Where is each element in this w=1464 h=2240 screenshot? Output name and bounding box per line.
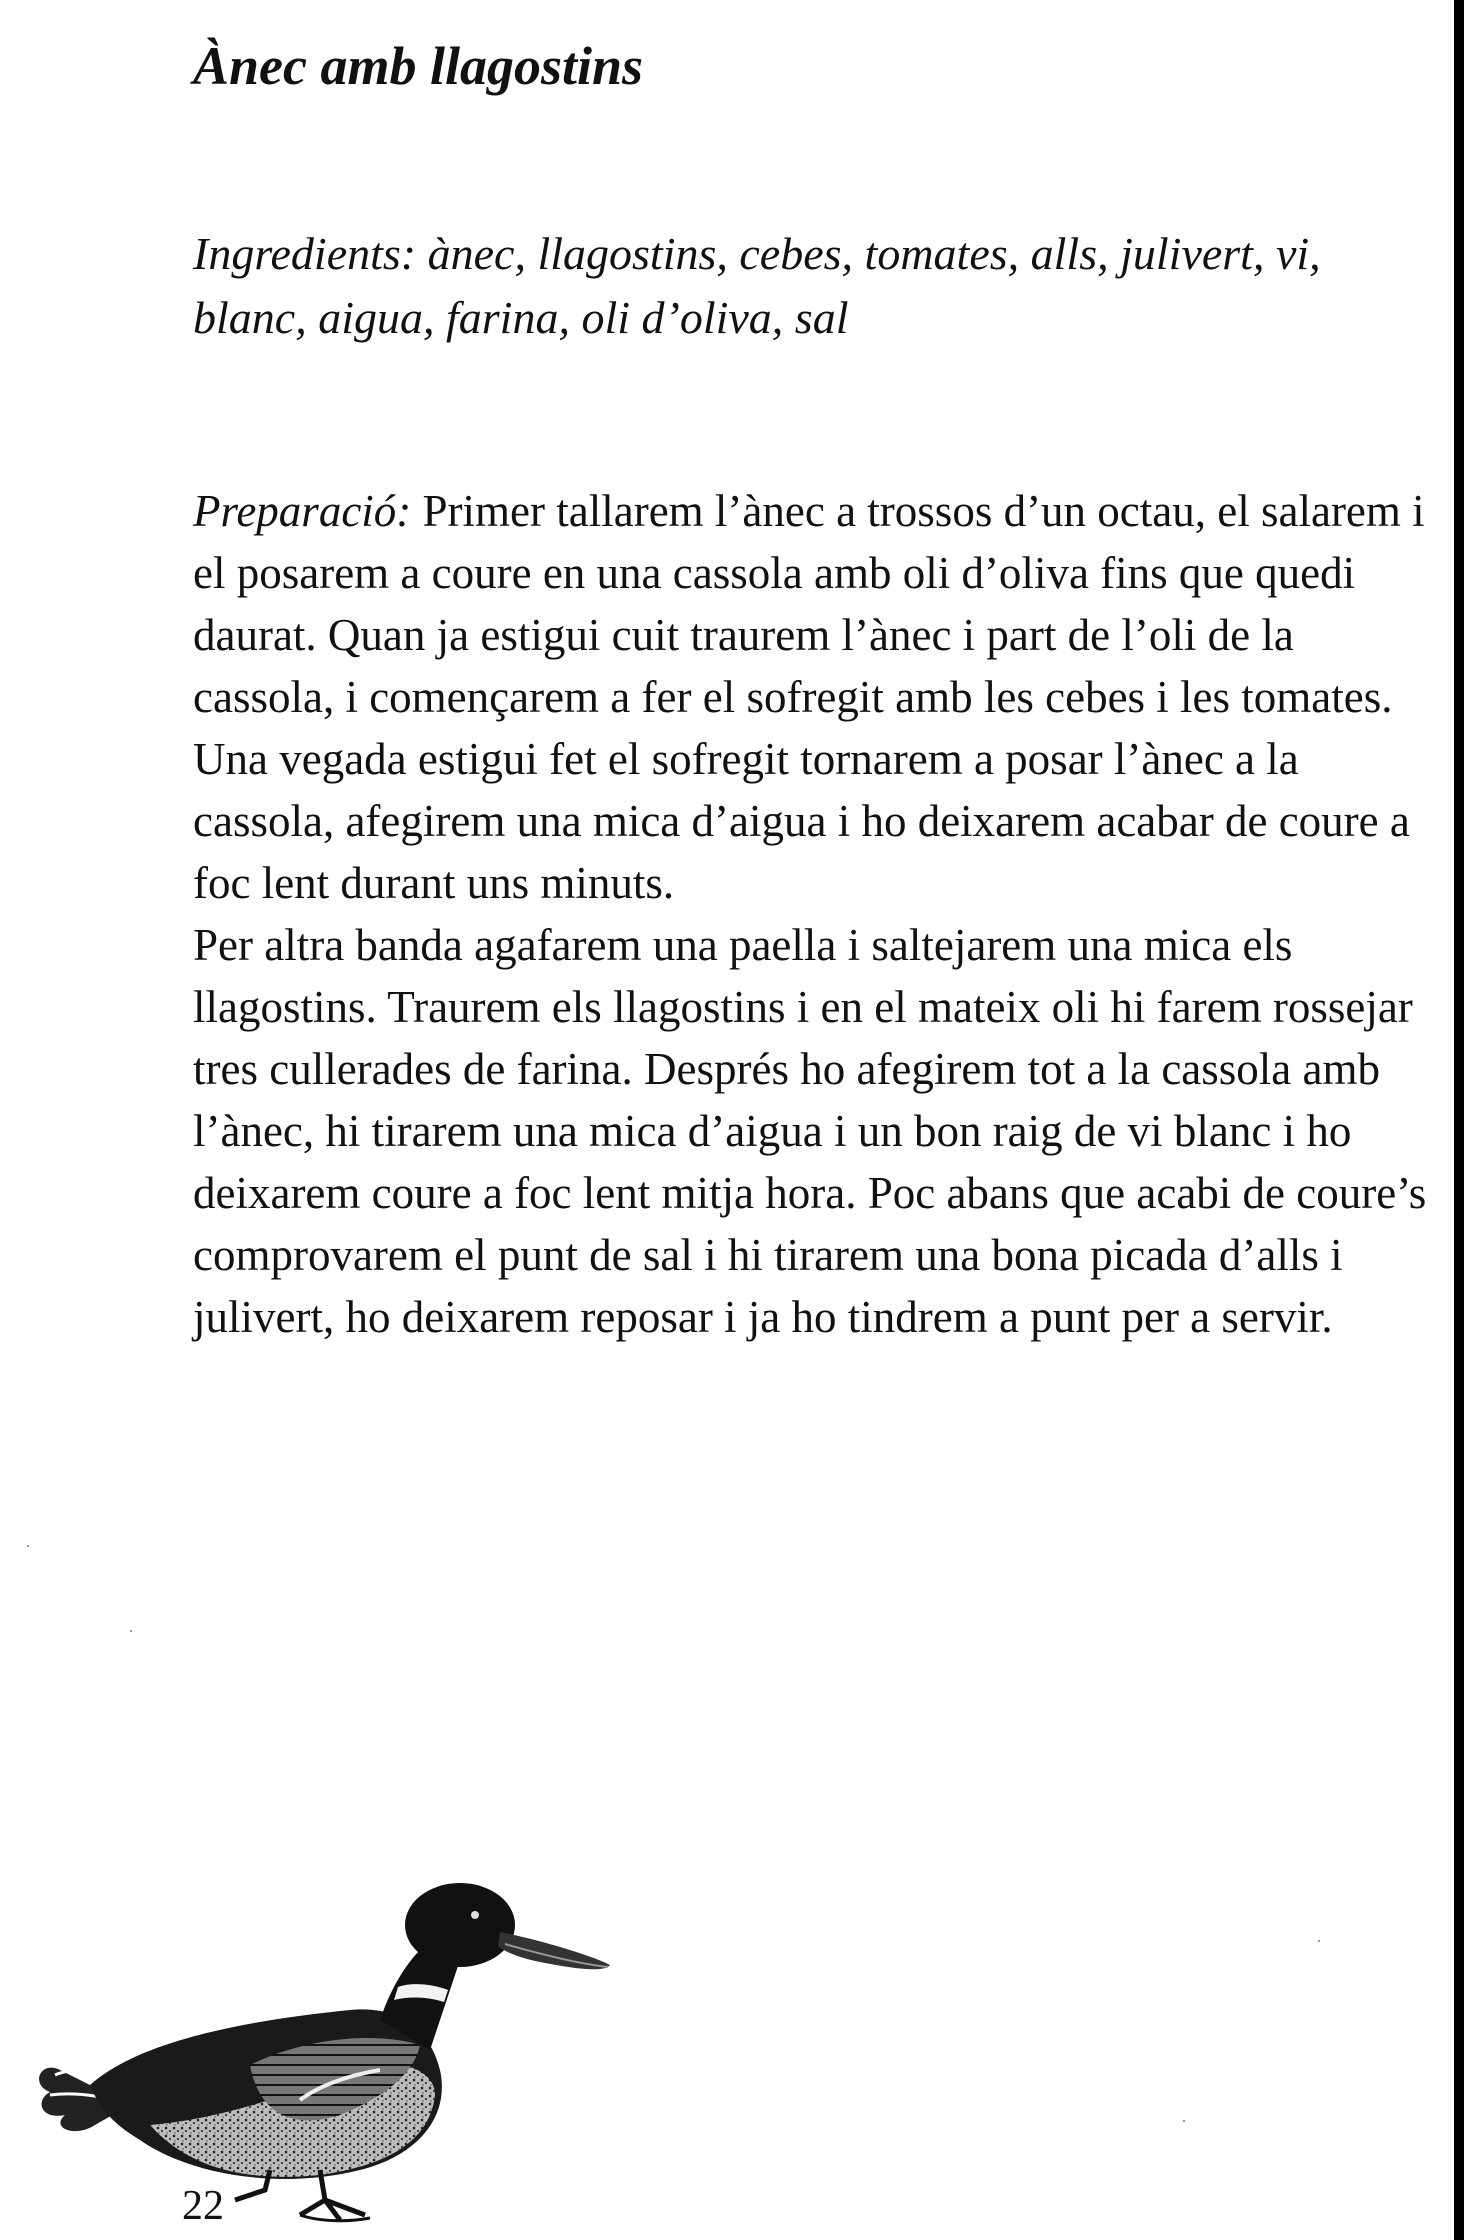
scan-speck bbox=[27, 1545, 29, 1547]
scan-border bbox=[1454, 0, 1464, 2240]
preparation-paragraph-1 bbox=[193, 480, 1443, 914]
preparation-text bbox=[193, 480, 1443, 1348]
duck-icon bbox=[20, 1870, 620, 2230]
preparation-paragraph-2: Per altra banda agafarem una paella i saltejarem una mica els llagostins. Traurem els llagostins i en el mateix oli hi farem rossejar tres cullerades de farina. Després ho afegirem tot a la cassola amb l’ànec, hi tirarem una mica d’aigua i un bon raig de vi blanc i ho deixarem coure a foc lent mitja hora. Poc abans que acabi de coure’s comprovarem el punt de sal i hi tirarem una bona picada d’alls i julivert, ho deixarem reposar i ja ho tindrem a punt per a servir. bbox=[193, 920, 1427, 1342]
preparation-body-1: Primer tallarem l’ànec a trossos d’un octau, el salarem i el posarem a coure en una cassola amb oli d’oliva fins que quedi daurat. Quan ja estigui cuit traurem l’ànec i part de l’oli de la cassola, i començarem a fer el sofregit amb les cebes i les tomates. Una vegada estigui fet el sofregit tornarem a posar l’ànec a la cassola, afegirem una mica d’aigua i ho deixarem acabar de coure a foc lent durant uns minuts. bbox=[193, 486, 1425, 908]
page-number: 22 bbox=[182, 2183, 224, 2229]
scan-speck bbox=[1318, 1940, 1320, 1942]
scan-speck bbox=[130, 1630, 132, 1632]
ingredients-list: Ingredients: ànec, llagostins, cebes, tomates, alls, julivert, vi, blanc, aigua, farina, oli d’oliva, sal bbox=[193, 228, 1321, 343]
scan-speck bbox=[1183, 2120, 1185, 2122]
recipe-title: Ànec amb llagostins bbox=[193, 36, 644, 96]
preparation-label: Preparació: bbox=[193, 486, 412, 536]
